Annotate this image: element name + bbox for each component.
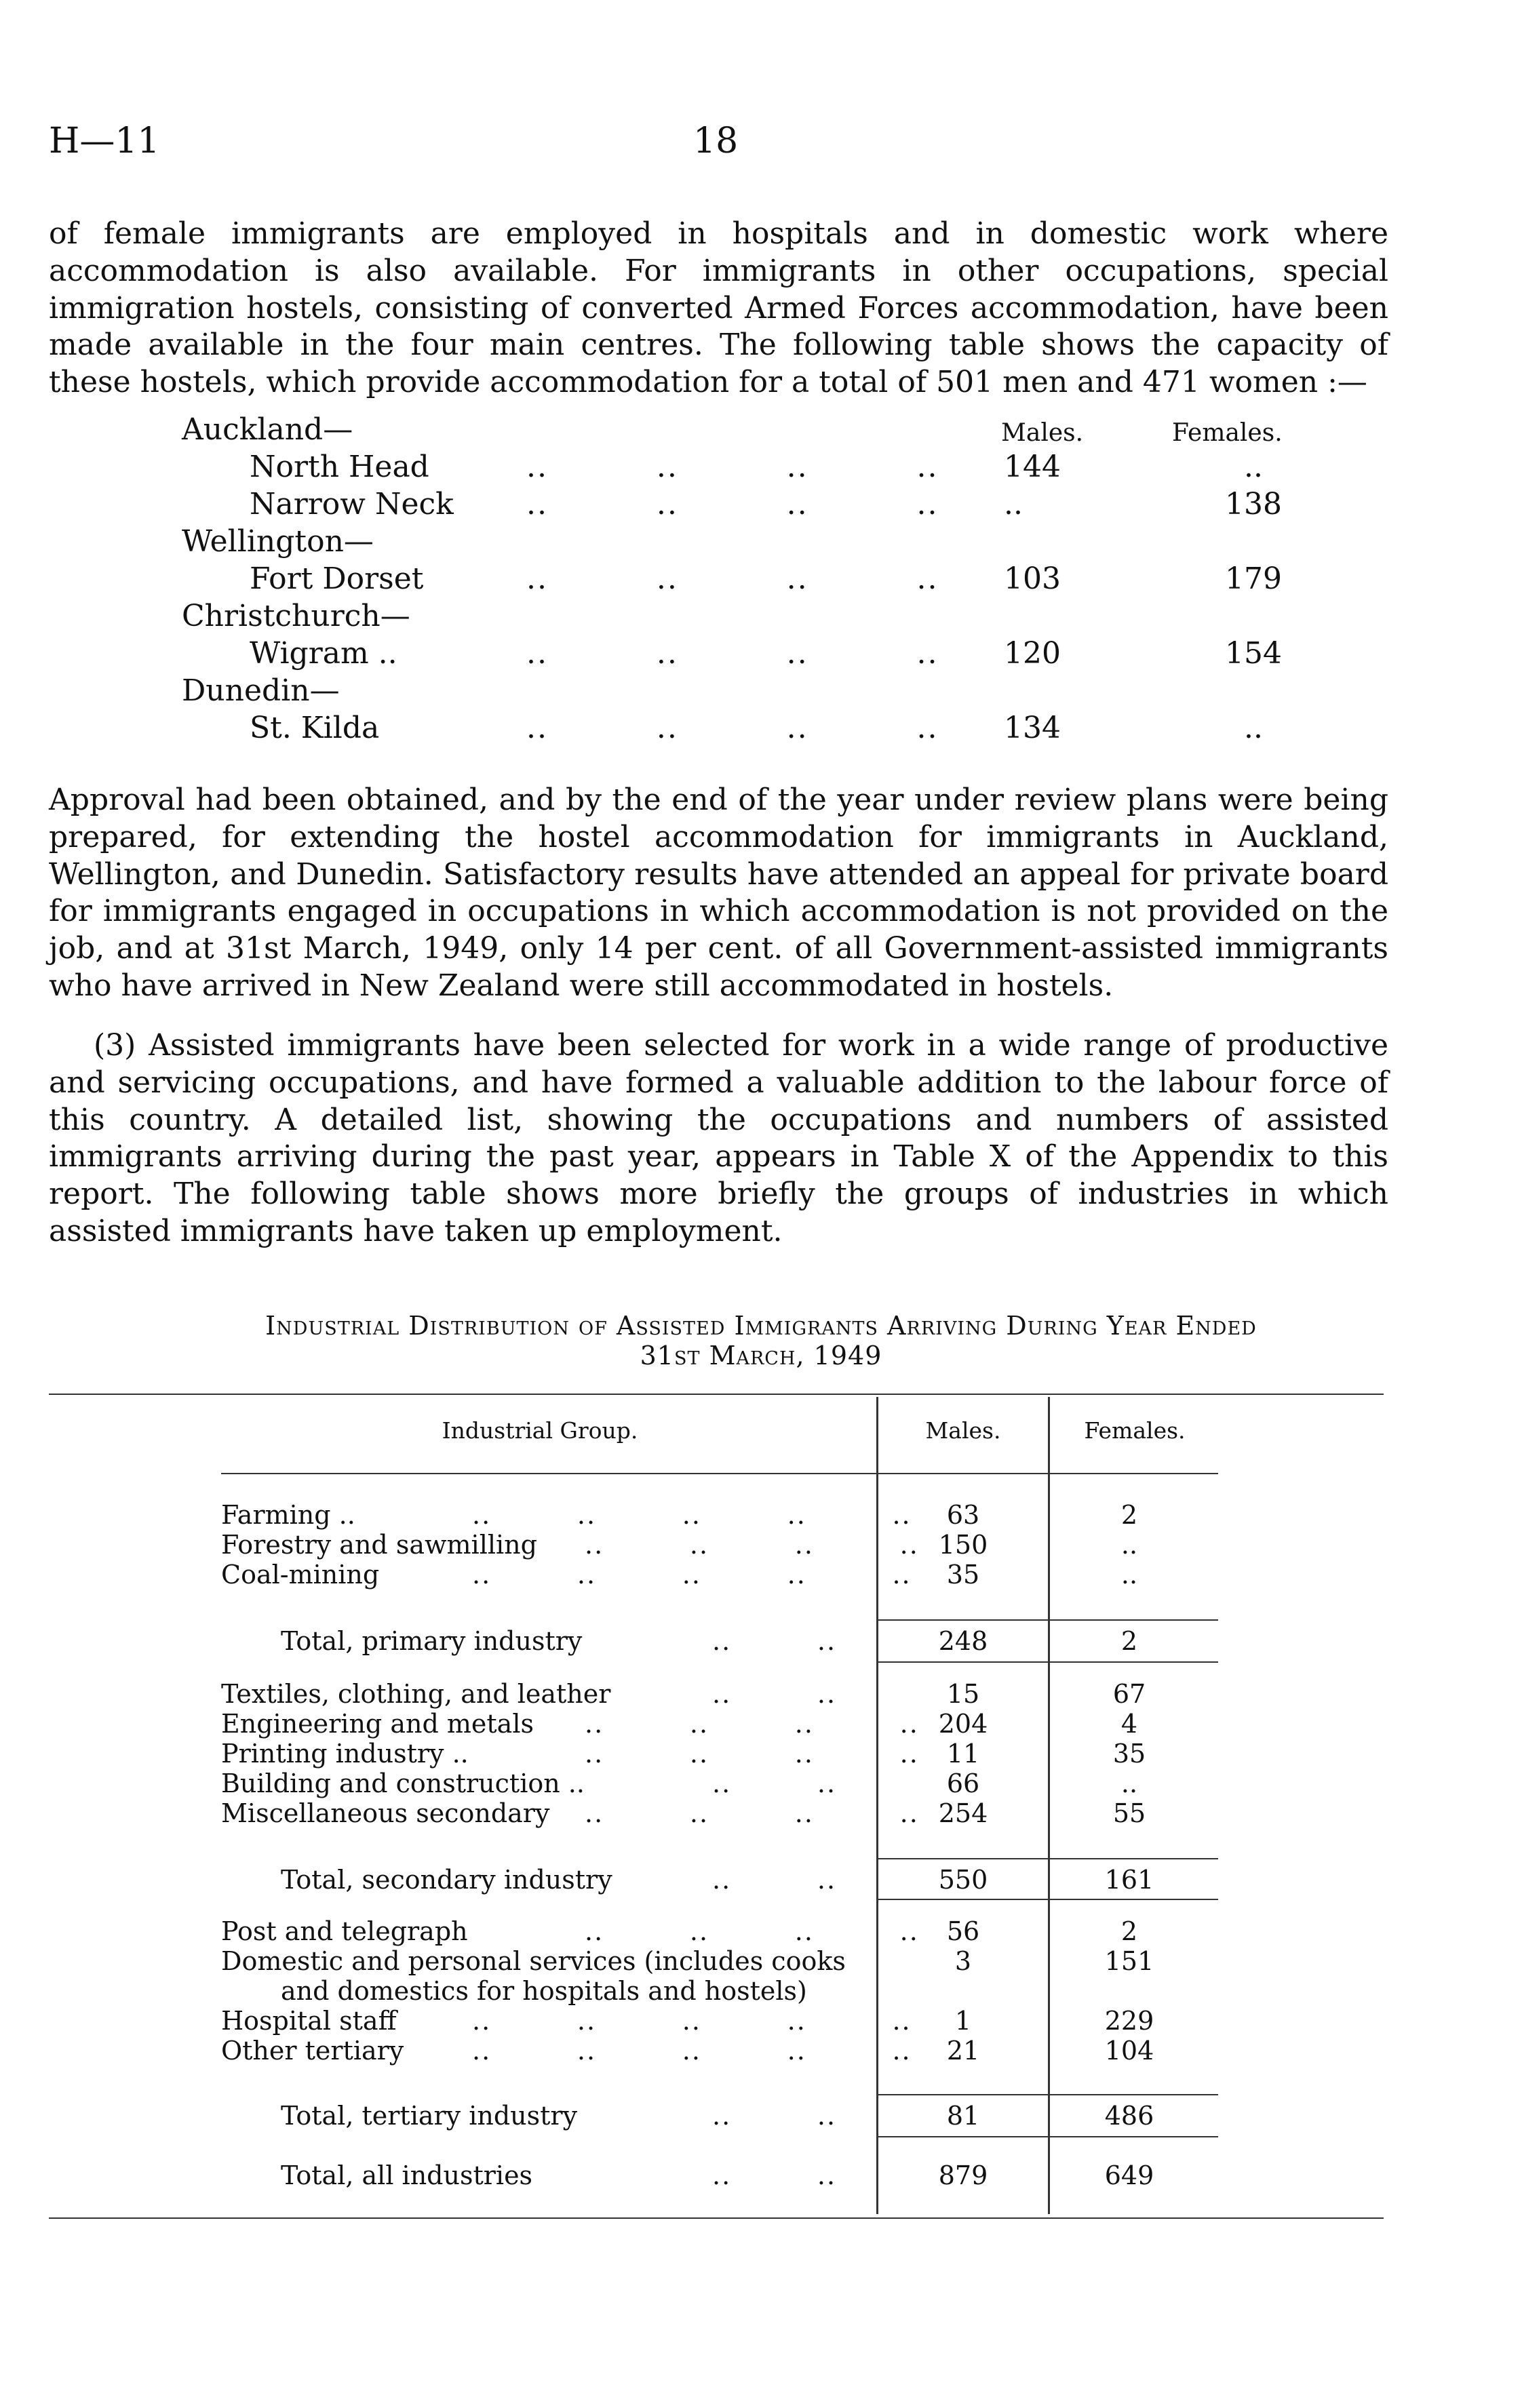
hostel-group-row: [182, 599, 410, 636]
row-label: Miscellaneous secondary: [221, 1798, 550, 1828]
row-females: 2: [1120, 1916, 1138, 1946]
hostel-females: 138: [1225, 487, 1282, 521]
hostel-name: St. Kilda: [250, 711, 380, 745]
row-label: Printing industry ..: [221, 1739, 469, 1769]
row-males: 15: [946, 1679, 980, 1709]
hostel-city: Wellington—: [182, 524, 374, 559]
hostel-males: 120: [1004, 636, 1061, 671]
paragraph-approval: Approval had been obtained, and by the end of the year under review plans were being prepared, for extending the hostel accommodation for immigrants in Auckland, Wellington, and Dunedin. Satisfactory results have attended an appeal for private board for immigrants engaged in occupations in which accommodation is not provided on the job, and at 31st March, 1949, only 14 per cent. of all Government-assisted immigrants who have arrived in New Zealand were still accommodated in hostels.: [49, 783, 1388, 1003]
row-females: 486: [1104, 2101, 1154, 2131]
hostel-col-males: Males.: [1001, 419, 1084, 447]
row-females: 161: [1104, 1865, 1154, 1895]
row-males: 150: [938, 1530, 988, 1560]
hostel-males: ..: [1004, 487, 1023, 521]
row-females: 2: [1120, 1500, 1138, 1530]
row-females: 229: [1104, 2006, 1154, 2036]
table-column-divider: [1048, 1397, 1050, 2214]
row-label: Domestic and personal services (includes cooks: [221, 1946, 846, 1976]
hostel-males: 144: [1004, 450, 1061, 484]
row-females: 649: [1104, 2160, 1154, 2190]
table-title-line2: 31st March, 1949: [640, 1341, 882, 1370]
row-females: ..: [1120, 1769, 1138, 1798]
total-rule: [876, 1619, 1218, 1621]
row-label: Forestry and sawmilling: [221, 1530, 537, 1560]
total-rule: [876, 2136, 1218, 2137]
row-males: 63: [946, 1500, 980, 1530]
row-males: 81: [946, 2101, 980, 2131]
hostel-name: North Head: [250, 450, 429, 484]
table-col-females: Females.: [1084, 1417, 1186, 1444]
hostel-row: Narrow Neck .. .. .. .. .. 138: [182, 487, 1335, 524]
hostel-row: North Head .. .. .. .. 144 ..: [182, 450, 1335, 487]
total-rule: [876, 1661, 1218, 1663]
table-top-rule: [49, 1394, 1384, 1395]
row-females: ..: [1120, 1560, 1138, 1590]
row-label: Farming ..: [221, 1500, 355, 1530]
row-label: Hospital staff: [221, 2006, 397, 2036]
row-males: 21: [946, 2036, 980, 2066]
hostel-name: Narrow Neck: [250, 487, 454, 521]
row-females: 2: [1120, 1626, 1138, 1656]
row-label-continuation: and domestics for hospitals and hostels): [281, 1976, 807, 2006]
hostel-females: ..: [1244, 711, 1263, 745]
row-females: 35: [1112, 1739, 1146, 1769]
total-rule: [876, 1899, 1218, 1900]
row-males: 879: [938, 2160, 988, 2190]
hostel-group-row: [182, 673, 340, 711]
row-label: Post and telegraph: [221, 1916, 468, 1946]
hostel-city: Christchurch—: [182, 599, 410, 633]
hostel-city: Auckland—: [182, 412, 353, 447]
row-label: Total, secondary industry: [281, 1865, 612, 1895]
total-rule: [876, 2094, 1218, 2095]
row-males: 56: [946, 1916, 980, 1946]
table-col-group: Industrial Group.: [442, 1417, 638, 1444]
row-label: Textiles, clothing, and leather: [221, 1679, 611, 1709]
row-label: Coal-mining: [221, 1560, 380, 1590]
row-label: Engineering and metals: [221, 1709, 534, 1739]
hostel-name: Wigram ..: [250, 636, 397, 671]
row-females: ..: [1120, 1530, 1138, 1560]
table-header-rule: [221, 1473, 1218, 1474]
row-males: 11: [946, 1739, 980, 1769]
hostel-group-row: [182, 524, 374, 561]
hostel-females: ..: [1244, 450, 1263, 484]
hostel-females: 154: [1225, 636, 1282, 671]
row-females: 151: [1104, 1946, 1154, 1976]
row-males: 550: [938, 1865, 988, 1895]
row-label: Total, tertiary industry: [281, 2101, 578, 2131]
hostel-name: Fort Dorset: [250, 561, 424, 596]
row-males: 1: [954, 2006, 972, 2036]
row-females: 4: [1120, 1709, 1138, 1739]
row-label: Total, primary industry: [281, 1626, 583, 1656]
hostel-row: Wigram .. .. .. .. .. 120 154: [182, 636, 1335, 673]
table-title: [49, 1311, 1473, 1370]
row-label: Other tertiary: [221, 2036, 404, 2066]
paragraph-hostel-intro: of female immigrants are employed in hospitals and in domestic work where accommodation is also available. For immigrants in other occupations, special immigration hostels, consisting of converted Armed Forces accommodation, have been made available in the four main centres. The following table shows the capacity of these hostels, which provide accommodation for a total of 501 men and 471 women :—: [49, 216, 1388, 400]
hostel-females: 179: [1225, 561, 1282, 596]
row-males: 254: [938, 1798, 988, 1828]
document-reference: H—11: [49, 121, 160, 161]
hostel-city: Dunedin—: [182, 673, 340, 708]
row-males: 35: [946, 1560, 980, 1590]
row-label: Total, all industries: [281, 2160, 533, 2190]
row-females: 55: [1112, 1798, 1146, 1828]
row-females: 67: [1112, 1679, 1146, 1709]
table-col-males: Males.: [925, 1417, 1001, 1444]
row-label: Building and construction ..: [221, 1769, 585, 1798]
total-rule: [876, 1858, 1218, 1859]
row-males: 3: [954, 1946, 972, 1976]
hostel-group-row: [182, 412, 1335, 450]
document-page: H—11 18 of female immigrants are employed in hospitals and in domestic work where accommodation is also available. For immigrants in other occupations, special immigration hostels, consisting of converted Armed Forces accommodation, have been made available in the four main centres. The following table shows the capacity of these hostels, which provide accommodation for a total of 501 men and 471 women :— Auckland— Males. Females. North Head .. .. .. .. 144 .. Narrow Neck .. .. .. .. .. 138 Wellington— Fort Dorset .. .. .. .. 103 179 Christchurch— Wigram .. .. .. .. .. 120 154 Dunedin— St. Kilda .. .. .. .. 134 .. Approval had been obtained, and by the end of the year under review plans were being prepared, for extending the hostel accommodation for immigrants in Auckland, Wellington, and Dunedin. Satisfactory results have attended an appeal for private board for immigrants engaged in occupations in which accommodation is not provided on the job, and at 31st March, 1949, only 14 per cent. of all Government-assisted immigrants who have arrived in New Zealand were still accommodated in hostels. (3) Assisted immigrants have been selected for work in a wide range of productive and servicing occupations, and have formed a valuable addition to the labour force of this country. A detailed list, showing the occupations and numbers of assisted immigrants arriving during the past year, appears in Table X of the Appendix to this report. The following table shows more briefly the groups of industries in which assisted immigrants have taken up employment. Industrial Distribution of Assisted Immigrants Arriving During Year Ended 31st March, 1949 Industrial Group. Males. Females. Farming .. .. .. .. .. .. 63 2 Forestry and sawmilling .. .. .. .. 150 .. Coal-mining .. .. .. .. .. 35 .. Total, primary industry .. .. 248 2 Textiles, clothing, and leather .. .. 15 67 Engineering and metals .. .. .. .. 204 4 Printing industry .. .. .. .. .. 11 35 Building and construction .. .. .. 66 .. Miscellaneous secondary .. .. .. .. 254 55 Total, secondary industry .. .. 550 161 Post and telegraph .. .. .. .. 56 2 Domestic and personal services (includes cooks 3 151 and domestics for hospitals and hostels) Hospital staff .. .. .. .. .. 1 229 Other tertiary .. .. .. .. .. 21 104 Total, tertiary industry .. .. 81 486 Total, all industries .. .. 879 649: [0, 0, 1522, 2408]
page-number: 18: [693, 121, 739, 161]
paragraph-assisted-immigrants: (3) Assisted immigrants have been selected for work in a wide range of productive and servicing occupations, and have formed a valuable addition to the labour force of this country. A detailed list, showing the occupations and numbers of assisted immigrants arriving during the past year, appears in Table X of the Appendix to this report. The following table shows more briefly the groups of industries in which assisted immigrants have taken up employment.: [49, 1028, 1388, 1248]
hostel-males: 103: [1004, 561, 1061, 596]
row-males: 204: [938, 1709, 988, 1739]
row-males: 66: [946, 1769, 980, 1798]
table-title-line1: Industrial Distribution of Assisted Immigrants Arriving During Year Ended: [265, 1311, 1257, 1341]
row-males: 248: [938, 1626, 988, 1656]
hostel-males: 134: [1004, 711, 1061, 745]
hostel-row: St. Kilda .. .. .. .. 134 ..: [182, 711, 1335, 748]
table-bottom-rule: [49, 2217, 1384, 2219]
row-females: 104: [1104, 2036, 1154, 2066]
hostel-row: Fort Dorset .. .. .. .. 103 179: [182, 561, 1335, 599]
hostel-col-females: Females.: [1172, 419, 1283, 447]
